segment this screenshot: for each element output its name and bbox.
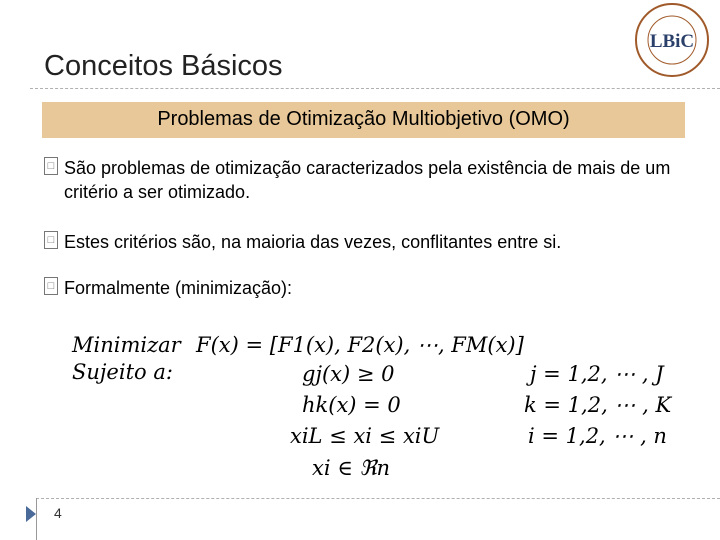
lbic-logo (632, 0, 712, 80)
page-arrow-icon (26, 506, 36, 522)
bullet-text: Estes critérios são, na maioria das vezes, conflitantes entre si. (64, 232, 562, 252)
bullet-icon: □ (44, 157, 58, 175)
bullet-text: Formalmente (minimização): (64, 278, 293, 298)
page-number: 4 (54, 505, 62, 521)
minimize-label: Minimizar (72, 333, 181, 357)
bullet-icon: □ (44, 277, 58, 295)
slide-title: Conceitos Básicos (44, 50, 283, 82)
range-i: i = 1,2, ⋯ , n (528, 424, 667, 448)
constraint-domain: xi ∈ ℜn (312, 456, 391, 480)
banner-text: Problemas de Otimização Multiobjetivo (OMO) (157, 108, 570, 130)
subject-to-label: Sujeito a: (72, 360, 173, 384)
section-banner (42, 102, 685, 138)
range-k: k = 1,2, ⋯ , K (524, 393, 672, 417)
title-divider (30, 88, 720, 89)
range-j: j = 1,2, ⋯ , J (530, 362, 664, 386)
footer-vertical-rule (36, 498, 37, 540)
constraint-equality: hk(x) = 0 (302, 393, 401, 417)
objective-function: F(x) = [F1(x), F2(x), ⋯, FM(x)] (196, 333, 524, 357)
constraint-inequality: gj(x) ≥ 0 (302, 362, 395, 386)
bullet-icon: □ (44, 231, 58, 249)
bullet-text: São problemas de otimização caracterizados pela existência de mais de um critério a ser otimizado. (64, 158, 671, 202)
svg-text:LBiC: LBiC (649, 31, 695, 52)
footer-divider (36, 498, 720, 499)
constraint-bounds: xiL ≤ xi ≤ xiU (290, 424, 440, 448)
